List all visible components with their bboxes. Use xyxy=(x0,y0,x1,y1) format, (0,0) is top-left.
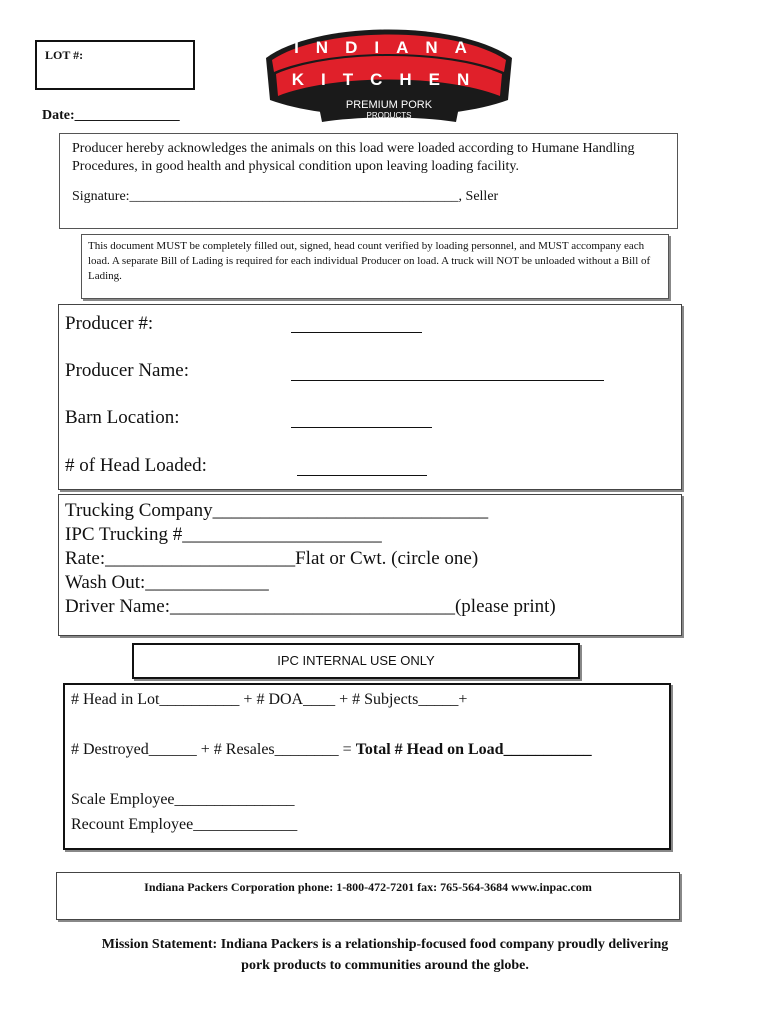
head-count-line[interactable]: # Head in Lot__________ + # DOA____ + # Subjects_____+ xyxy=(71,691,468,708)
acknowledgement-text: Producer hereby acknowledges the animals on this load were loaded according to Humane Handling Procedures, in good health and physical condition upon leaving loading facility. xyxy=(72,141,635,174)
contact-box xyxy=(56,872,680,920)
logo-bottom-text: KITCHEN xyxy=(291,70,487,89)
lot-label: LOT #: xyxy=(45,48,84,62)
barn-location-label: Barn Location: xyxy=(65,407,180,428)
acknowledgement-box xyxy=(59,133,678,229)
mission-line-1: Mission Statement: Indiana Packers is a relationship-focused food company proudly delivering xyxy=(101,937,669,952)
notice-text: This document MUST be completely filled out, signed, head count verified by loading personnel, and MUST accompany each load. A separate Bill of Lading is required for each individual Producer on load. A truck will NOT be unloaded without a Bill of Lading. xyxy=(88,240,651,282)
producer-number-label: Producer #: xyxy=(65,313,154,334)
rate-field[interactable]: Rate:____________________Flat or Cwt. (circle one) xyxy=(65,548,479,569)
lot-number-field[interactable] xyxy=(35,40,195,90)
trucking-company-field[interactable]: Trucking Company_____________________________ xyxy=(65,500,489,521)
indiana-kitchen-logo xyxy=(258,22,520,132)
head-loaded-field[interactable] xyxy=(297,475,427,476)
logo-tagline-1: PREMIUM PORK xyxy=(345,99,433,111)
recount-employee-field[interactable]: Recount Employee_____________ xyxy=(71,816,298,833)
barn-location-field[interactable] xyxy=(291,427,432,428)
producer-number-field[interactable] xyxy=(291,332,422,333)
total-head-field[interactable]: Total # Head on Load___________ xyxy=(355,741,592,758)
driver-name-field[interactable]: Driver Name:______________________________(please print) xyxy=(65,596,556,617)
head-loaded-label: # of Head Loaded: xyxy=(65,455,207,476)
logo-top-text: INDIANA xyxy=(294,38,484,57)
contact-text: Indiana Packers Corporation phone: 1-800-472-7201 fax: 765-564-3684 www.inpac.com xyxy=(144,880,592,894)
mission-line-2: pork products to communities around the globe. xyxy=(241,958,529,973)
mission-statement xyxy=(60,934,710,976)
seller-signature-field[interactable]: Signature:_______________________________________________, Seller xyxy=(72,189,499,204)
trucking-info-box xyxy=(58,494,682,636)
ipc-trucking-field[interactable]: IPC Trucking #_____________________ xyxy=(65,524,382,545)
date-field[interactable]: Date:_______________ xyxy=(42,108,180,123)
wash-out-field[interactable]: Wash Out:_____________ xyxy=(65,572,269,593)
internal-count-box xyxy=(63,683,671,850)
scale-employee-field[interactable]: Scale Employee_______________ xyxy=(71,791,295,808)
producer-name-label: Producer Name: xyxy=(65,360,189,381)
destroyed-resales-text: # Destroyed______ + # Resales________ = xyxy=(71,741,356,758)
notice-box xyxy=(81,234,669,299)
producer-info-box xyxy=(58,304,682,490)
destroyed-resales-line[interactable] xyxy=(71,741,592,759)
logo-tagline-2: PRODUCTS xyxy=(366,111,412,120)
producer-name-field[interactable] xyxy=(291,380,604,381)
internal-use-header: IPC INTERNAL USE ONLY xyxy=(132,643,580,679)
